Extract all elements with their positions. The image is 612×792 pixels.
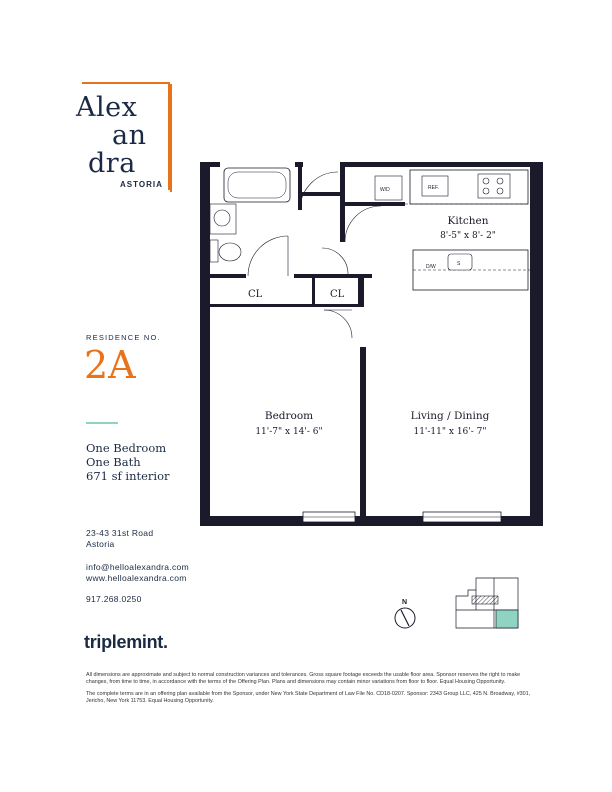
toilet [219, 243, 241, 261]
bedroom-dims: 11'-7" x 14'- 6" [255, 427, 323, 437]
contact-phone[interactable]: 917.268.0250 [86, 594, 142, 604]
residence-number: 2A [84, 343, 136, 387]
unit-size: 671 sf interior [86, 469, 170, 483]
unit-baths: One Bath [86, 455, 141, 469]
wall-hall [302, 192, 344, 196]
address [86, 528, 153, 550]
door-bedroom [324, 310, 352, 338]
compass-icon [392, 596, 420, 632]
contact-website[interactable]: www.helloalexandra.com [86, 573, 187, 583]
brand-logo: triplemint. [84, 632, 168, 652]
wall-north-right [340, 162, 543, 167]
key-plan-core [472, 596, 498, 604]
accent-divider [86, 422, 118, 424]
living-label: Living / Dining [410, 410, 490, 422]
bedroom-label: Bedroom [264, 410, 314, 422]
contact-email[interactable]: info@helloalexandra.com [86, 562, 189, 572]
wall-west [200, 162, 210, 526]
key-plan [454, 576, 520, 630]
kitchen-label: Kitchen [447, 215, 489, 227]
ref-label: REF. [428, 185, 439, 191]
wall-closet-south [208, 304, 363, 307]
residence-label: RESIDENCE NO. [86, 333, 161, 342]
toilet-tank [210, 240, 218, 262]
door-bath-hall [300, 172, 338, 210]
door-wd [345, 206, 381, 242]
unit-description [86, 441, 170, 483]
wall-closet-east [358, 274, 364, 307]
compass-label: N [402, 599, 408, 606]
unit-type: One Bedroom [86, 441, 167, 455]
sink-label: S [457, 261, 461, 267]
living-dims: 11'-11" x 16'- 7" [413, 427, 487, 437]
cooktop [478, 174, 510, 198]
logo-line-3: dra [88, 148, 136, 179]
logo-subtitle: ASTORIA [120, 180, 163, 189]
kitchen-dims: 8'-5" x 8'- 2" [440, 231, 496, 241]
logo-line-1: Alex [76, 92, 138, 123]
contact-info [86, 562, 189, 584]
disclaimer [86, 672, 532, 710]
closet-label-2: CL [330, 289, 345, 300]
logo [76, 82, 172, 192]
logo-line-2: an [112, 120, 147, 151]
key-plan-unit-highlight [496, 610, 518, 628]
floor-plan [200, 162, 545, 528]
wall-closet-divider [312, 274, 315, 306]
logo-frame-edge [170, 84, 172, 192]
disclaimer-paragraph-1: All dimensions are approximate and subject to normal construction variances and tolerances. Gross square footage exceeds the usable floor area. Sponsor reserves the right to make changes, from time to time, in accordance with the terms of the Offering Plan. Plans and dimensions may contain minor variations from floor to floor. Equal Housing Opportunity. [86, 672, 521, 686]
wall-bath-south-a [208, 274, 246, 278]
wall-north-left [200, 162, 220, 167]
wall-east [530, 162, 543, 526]
door-bath [248, 236, 288, 276]
door-closet [322, 248, 348, 274]
wd-label: W/D [380, 187, 390, 193]
dw-label: D/W [426, 264, 436, 270]
address-street: 23-43 31st Road [86, 528, 154, 538]
wall-bedroom-living [360, 347, 366, 517]
disclaimer-paragraph-2: The complete terms are in an offering plan available from the Sponsor, under New York State Department of Law File No. CD18-0207. Sponsor: 2343 Group LLC, 425 N. Broadway, #301, Jericho, New York 11753. Equal Housing Opportunity. [86, 690, 531, 705]
address-city: Astoria [86, 539, 115, 549]
closet-label-1: CL [248, 289, 263, 300]
